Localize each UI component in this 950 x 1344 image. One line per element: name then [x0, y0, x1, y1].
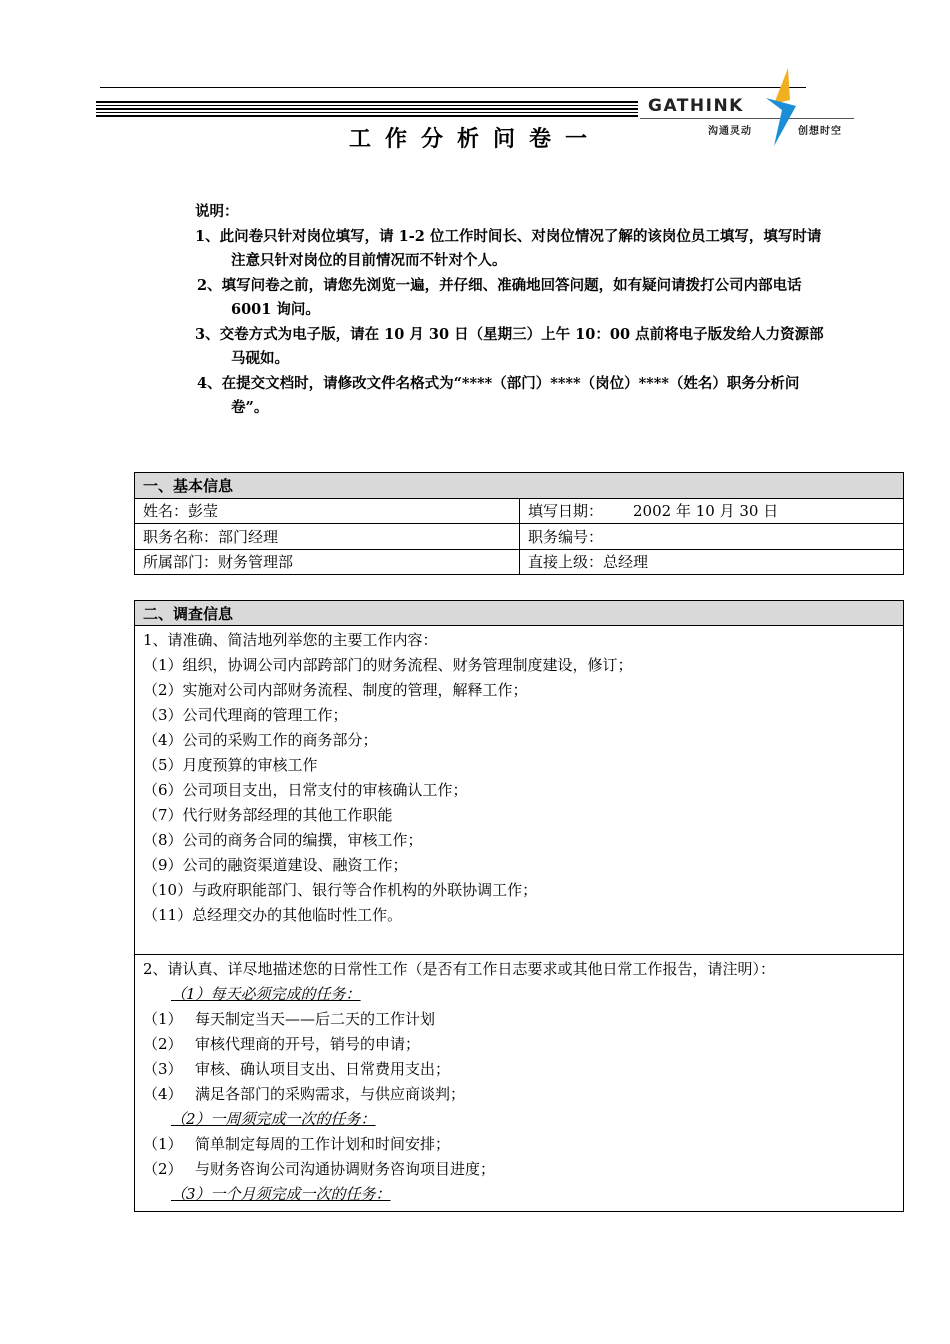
fill-date-field: [520, 498, 904, 524]
task-number: （3）: [143, 1060, 183, 1078]
logo-tagline-right: 创想时空: [798, 126, 842, 137]
department-field: 所属部门：财务管理部: [135, 549, 520, 575]
duty-item: （3）公司代理商的管理工作；: [143, 706, 348, 724]
duty-item: （7）代行财务部经理的其他工作职能: [143, 806, 393, 824]
duty-item: （9）公司的融资渠道建设、融资工作；: [143, 856, 408, 874]
company-logo: [648, 64, 858, 150]
question-2-prompt: 2、请认真、详尽地描述您的日常性工作（是否有工作日志要求或其他日常工作报告，请注明）：: [143, 960, 776, 978]
question-1-block: [135, 626, 904, 955]
duty-item: （11）总经理交办的其他临时性工作。: [143, 906, 403, 924]
supervisor-field: 直接上级：总经理: [520, 549, 904, 575]
task-number: （2）: [143, 1035, 183, 1053]
daily-task: [143, 1007, 895, 1032]
weekly-task: [143, 1132, 895, 1157]
name-field: 姓名：彭莹: [135, 498, 520, 524]
duty-item: （4）公司的采购工作的商务部分；: [143, 731, 378, 749]
daily-tasks-heading-text: （1）每天必须完成的任务：: [171, 985, 361, 1003]
question-1-prompt: 1、请准确、简洁地列举您的主要工作内容：: [143, 631, 438, 649]
task-number: （1）: [143, 1010, 183, 1028]
duty-item: （10）与政府职能部门、银行等合作机构的外联协调工作；: [143, 881, 538, 899]
header-stripes: [96, 101, 638, 119]
question-2-block: [135, 955, 904, 1212]
task-text: 满足各部门的采购需求，与供应商谈判；: [195, 1085, 466, 1103]
survey-heading: 二、调查信息: [135, 601, 904, 626]
task-text: 每天制定当天——后二天的工作计划: [195, 1010, 436, 1028]
monthly-tasks-heading-text: （3）一个月须完成一次的任务：: [171, 1185, 391, 1203]
instruction-item: 3、交卷方式为电子版，请在 10 月 30 日（星期三）上午 10：00 点前将电子版发给人力资源部马砚如。: [195, 325, 824, 367]
position-field: 职务名称：部门经理: [135, 524, 520, 550]
task-number: （1）: [143, 1135, 183, 1153]
monthly-tasks-heading: [143, 1182, 895, 1207]
basic-info-heading: 一、基本信息: [135, 473, 904, 499]
fill-date-label: 填写日期：: [528, 502, 604, 521]
daily-tasks-heading: [143, 982, 895, 1007]
weekly-tasks-heading: [143, 1107, 895, 1132]
position-number-field: 职务编号：: [520, 524, 904, 550]
task-text: 简单制定每周的工作计划和时间安排；: [195, 1135, 451, 1153]
logo-tagline-left: 沟通灵动: [708, 126, 752, 137]
task-text: 与财务咨询公司沟通协调财务咨询项目进度；: [195, 1160, 496, 1178]
duty-item: （2）实施对公司内部财务流程、制度的管理，解释工作；: [143, 681, 528, 699]
daily-task: [143, 1057, 895, 1082]
task-text: 审核代理商的开号，销号的申请；: [195, 1035, 421, 1053]
survey-table: [134, 600, 904, 1212]
fill-date-value: 2002 年 10 月 30 日: [633, 502, 779, 521]
weekly-tasks-heading-text: （2）一周须完成一次的任务：: [171, 1110, 376, 1128]
instruction-item: 2、填写问卷之前，请您先浏览一遍，并仔细、准确地回答问题，如有疑问请拨打公司内部电话 6001 询问。: [197, 276, 802, 318]
task-number: （2）: [143, 1160, 183, 1178]
task-number: （4）: [143, 1085, 183, 1103]
instruction-item: 1、此问卷只针对岗位填写，请 1-2 位工作时间长、对岗位情况了解的该岗位员工填写，填写时请注意只针对岗位的目前情况而不针对个人。: [195, 227, 822, 269]
logo-mark-icon: [760, 64, 800, 150]
duty-item: （6）公司项目支出，日常支付的审核确认工作；: [143, 781, 468, 799]
basic-info-table: [134, 472, 904, 575]
logo-brand-text: GATHINK: [648, 96, 744, 116]
instruction-item: 4、在提交文档时，请修改文件名格式为“****（部门）****（岗位）****（姓名）职务分析问卷”。: [197, 374, 800, 416]
daily-task: [143, 1032, 895, 1057]
weekly-task: [143, 1157, 895, 1182]
duty-item: （5）月度预算的审核工作: [143, 756, 318, 774]
task-text: 审核、确认项目支出、日常费用支出；: [195, 1060, 451, 1078]
instructions-heading: 说明：: [195, 203, 239, 220]
daily-task: [143, 1082, 895, 1107]
duty-item: （8）公司的商务合同的编撰，审核工作；: [143, 831, 423, 849]
duty-item: （1）组织，协调公司内部跨部门的财务流程、财务管理制度建设，修订；: [143, 656, 633, 674]
instructions: [195, 200, 825, 421]
page-title: 工作分析问卷一: [348, 126, 601, 152]
